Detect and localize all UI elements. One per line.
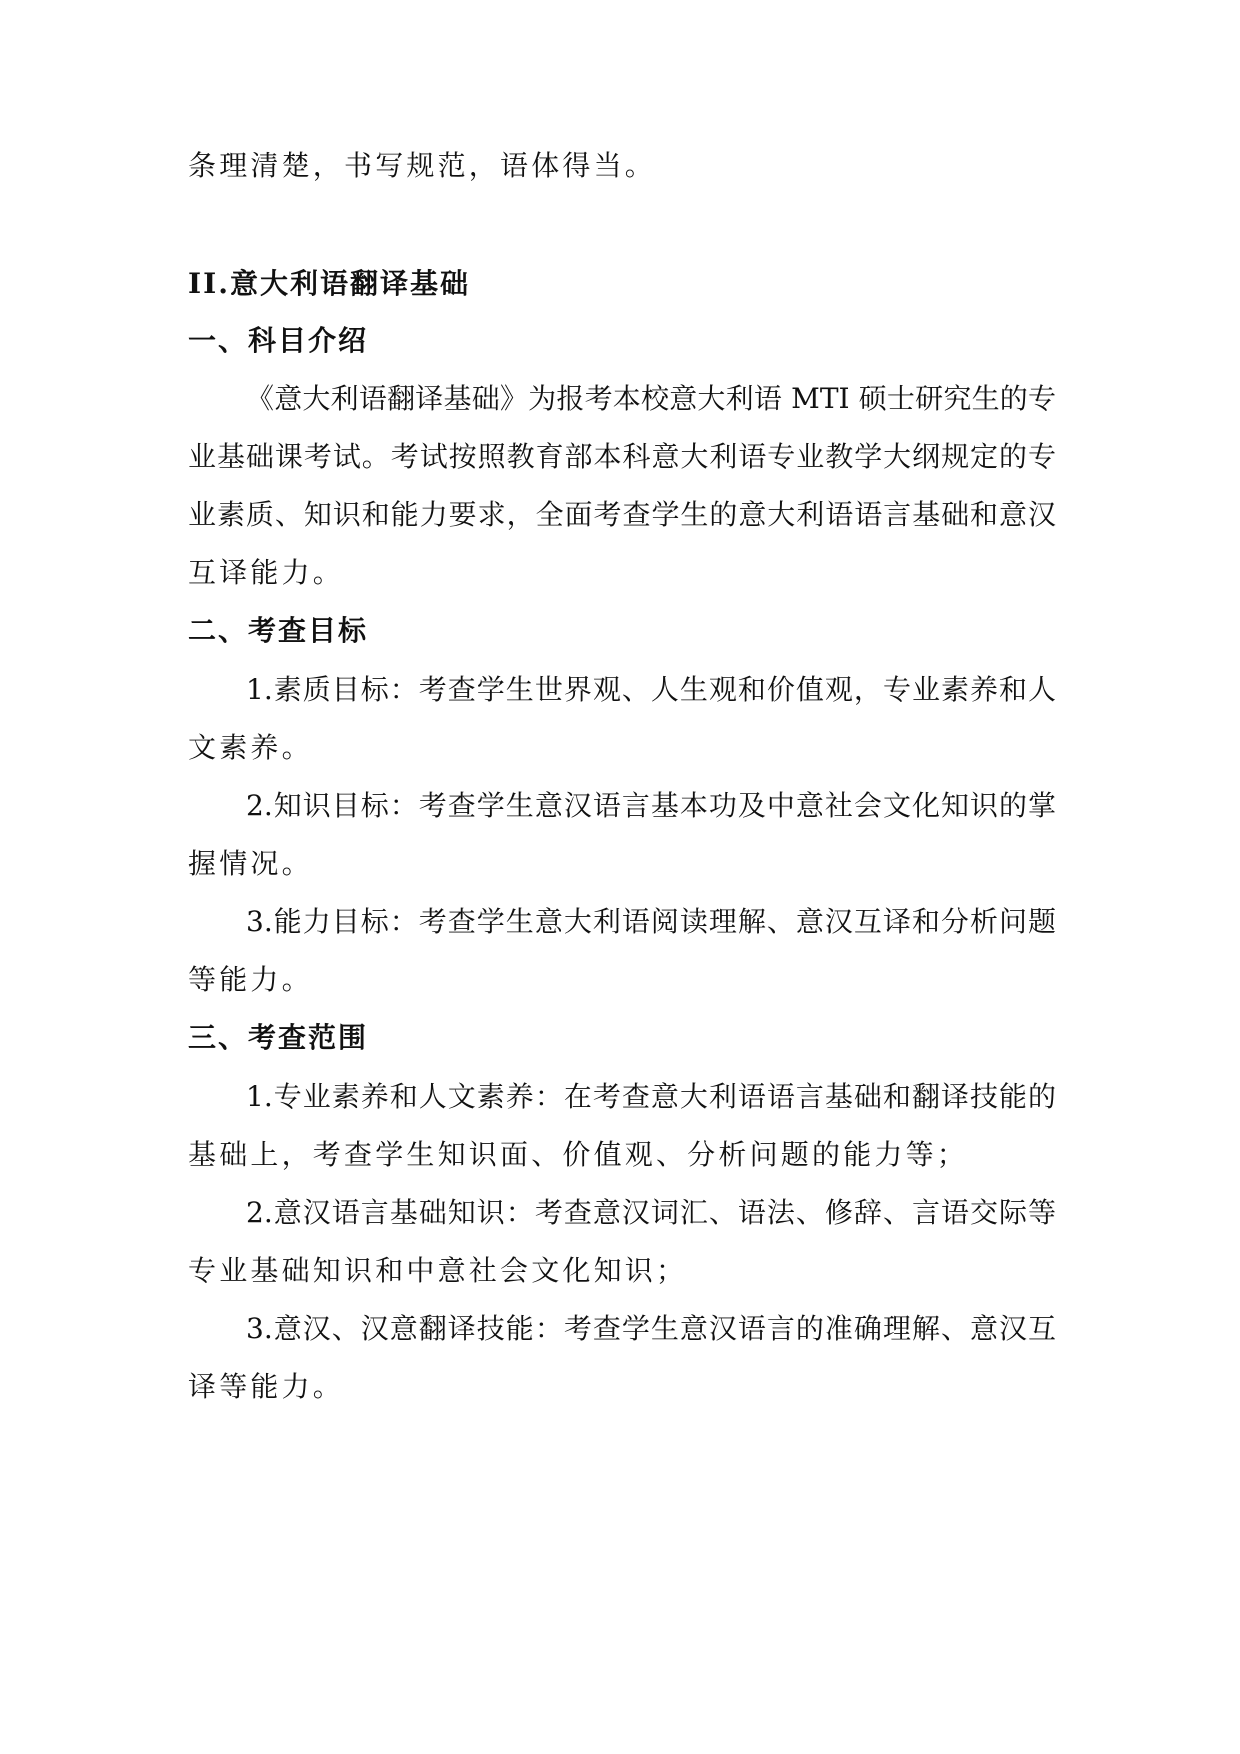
part3-item-line: 基础上，考查学生知识面、价值观、分析问题的能力等； (188, 1138, 969, 1171)
part2-item-line: 文素养。 (188, 731, 313, 764)
part2-item-line: 握情况。 (188, 847, 313, 880)
part1-paragraph-line: 业基础课考试。考试按照教育部本科意大利语专业教学大纲规定的专 (188, 440, 1056, 473)
part3-heading: 三、考查范围 (188, 1021, 369, 1054)
part2-item-line: 1.素质目标：考查学生世界观、人生观和价值观，专业素养和人 (246, 673, 1056, 706)
part1-paragraph-line: 业素质、知识和能力要求，全面考查学生的意大利语语言基础和意汉 (188, 498, 1056, 531)
intro-tail-text: 条理清楚，书写规范，语体得当。 (188, 149, 657, 182)
part2-heading: 二、考查目标 (188, 614, 369, 647)
part3-item-line: 专业基础知识和中意社会文化知识； (188, 1254, 688, 1287)
part1-heading: 一、科目介绍 (188, 324, 369, 357)
part1-paragraph-line: 《意大利语翻译基础》为报考本校意大利语 MTI 硕士研究生的专 (246, 382, 1056, 415)
part1-paragraph-line: 互译能力。 (188, 556, 345, 589)
part2-item-line: 2.知识目标：考查学生意汉语言基本功及中意社会文化知识的掌 (246, 789, 1056, 822)
part3-item-line: 2.意汉语言基础知识：考查意汉词汇、语法、修辞、言语交际等 (246, 1196, 1056, 1229)
part2-item-line: 等能力。 (188, 963, 313, 996)
part3-item-line: 1.专业素养和人文素养：在考查意大利语语言基础和翻译技能的 (246, 1080, 1056, 1113)
section-title: II.意大利语翻译基础 (188, 267, 470, 300)
part3-item-line: 3.意汉、汉意翻译技能：考查学生意汉语言的准确理解、意汉互 (246, 1312, 1056, 1345)
part3-item-line: 译等能力。 (188, 1370, 345, 1403)
part2-item-line: 3.能力目标：考查学生意大利语阅读理解、意汉互译和分析问题 (246, 905, 1056, 938)
